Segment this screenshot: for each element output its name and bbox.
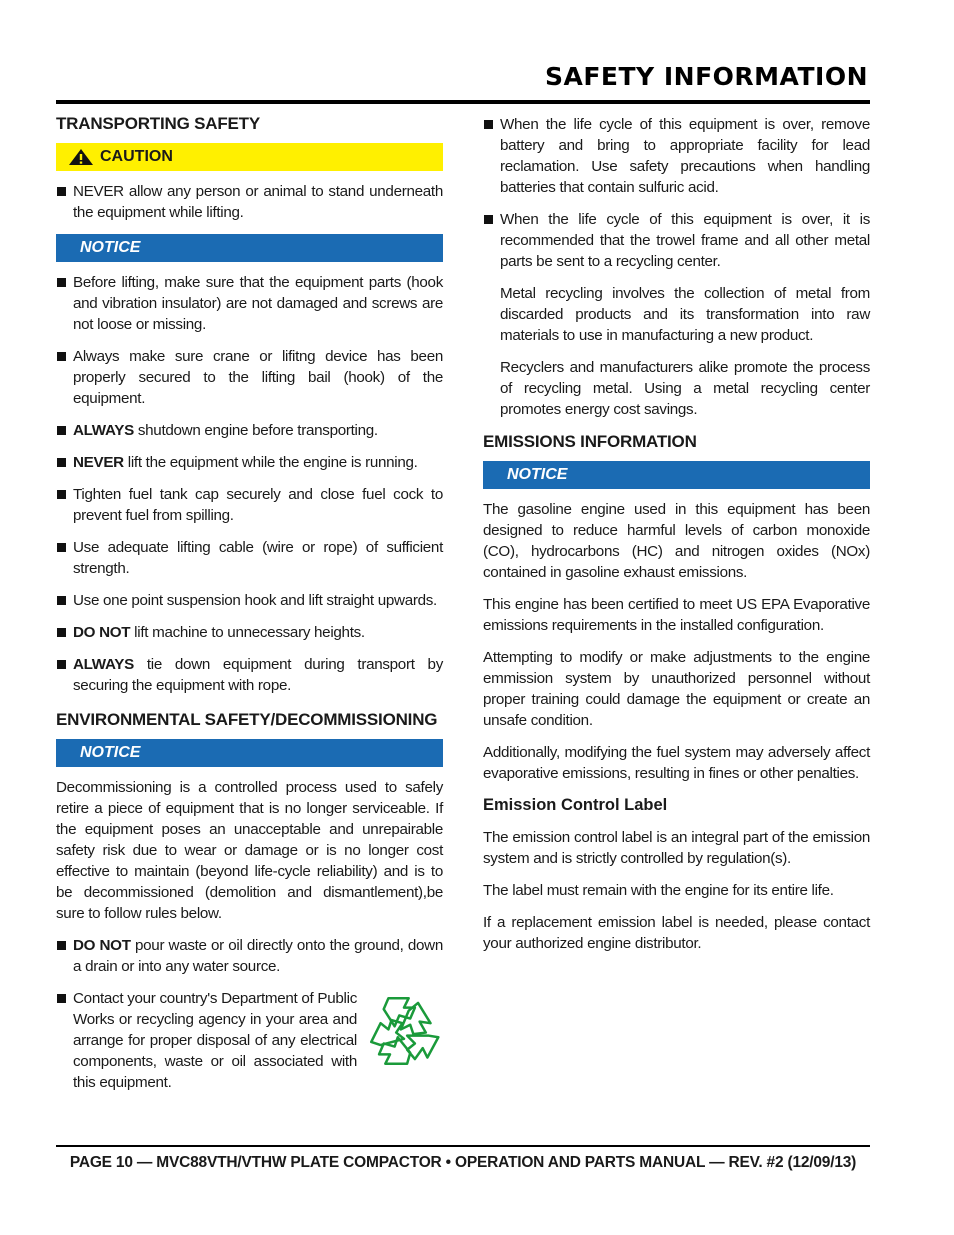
item-text: shutdown engine before transporting. [133, 422, 378, 439]
item-text: Contact your country's Department of Public Works or recycling agency in your area and arrange for proper disposal of any electrical components, waste or oil associated with this equipment. [73, 990, 357, 1091]
item-text: Before lifting, make sure that the equipment parts (hook and vibration insulator) are not damaged and screws are not loose or missing. [73, 274, 443, 333]
page-title: SAFETY INFORMATION [545, 62, 868, 91]
item-text: When the life cycle of this equipment is over, remove battery and bring to appropriate facility for lead reclamation. Use safety precautions when handling batteries that contain sulfuric acid. [500, 116, 870, 196]
emissions-paragraph: This engine has been certified to meet US EPA Evaporative emissions requirements in the installed configuration. [483, 596, 870, 634]
bullet-square-icon [57, 596, 66, 605]
item-text: lift machine to unnecessary heights. [130, 624, 365, 641]
list-item [56, 622, 443, 643]
list-item [56, 935, 443, 977]
list-item [56, 452, 443, 473]
recycling-list [483, 114, 870, 272]
env-notice-banner [56, 739, 443, 767]
caution-label: CAUTION [100, 148, 173, 165]
recycle-icon [365, 992, 443, 1070]
bullet-square-icon [57, 628, 66, 637]
bullet-square-icon [484, 120, 493, 129]
list-item [56, 181, 443, 223]
decommissioning-paragraph: Decommissioning is a controlled process used to safely retire a piece of equipment that is no longer serviceable. If the equipment poses an unacceptable and unrepairable safety risk due to wear or damage or is no longer cost effective to maintain (beyond life-cycle reliability) and is to be decommissioned (demolition and dismantlement),be sure to follow rules below. [56, 779, 443, 922]
header-rule [56, 100, 870, 104]
notice-label: NOTICE [80, 239, 141, 256]
item-text: When the life cycle of this equipment is over, it is recommended that the trowel frame and all other metal parts be sent to a recycling center. [500, 211, 870, 270]
emissions-paragraph: Attempting to modify or make adjustments to the engine emmission system by unauthorized personnel without proper training could damage the equipment or create an unsafe condition. [483, 649, 870, 729]
emission-control-label-title: Emission Control Label [483, 796, 668, 814]
bullet-square-icon [57, 278, 66, 287]
bullet-square-icon [57, 543, 66, 552]
list-item [56, 420, 443, 441]
bullet-square-icon [57, 994, 66, 1003]
bullet-square-icon [57, 660, 66, 669]
recycle-item-row [73, 988, 443, 1093]
metal-recycling-paragraph: Metal recycling involves the collection of metal from discarded products and its transformation into raw materials to use in manufacturing a new product. [500, 285, 870, 344]
item-text: tie down equipment during transport by securing the equipment with rope. [73, 656, 443, 694]
emissions-notice-banner [483, 461, 870, 489]
item-bold: DO NOT [73, 937, 131, 954]
item-bold: DO NOT [73, 624, 131, 641]
caution-list [56, 181, 443, 223]
item-bold: ALWAYS [73, 422, 134, 439]
label-paragraph: If a replacement emission label is needed, please contact your authorized engine distributor. [483, 914, 870, 952]
list-item [56, 272, 443, 335]
item-text: Use one point suspension hook and lift straight upwards. [73, 592, 437, 609]
bullet-square-icon [57, 458, 66, 467]
bullet-square-icon [484, 215, 493, 224]
emissions-information-title: EMISSIONS INFORMATION [483, 432, 697, 451]
environmental-safety-title: ENVIRONMENTAL SAFETY/DECOMMISSIONING [56, 710, 438, 729]
item-text: NEVER allow any person or animal to stand underneath the equipment while lifting. [73, 183, 443, 221]
list-item [56, 654, 443, 696]
list-item [56, 537, 443, 579]
list-item [483, 114, 870, 198]
item-text: pour waste or oil directly onto the ground, down a drain or into any water source. [73, 937, 443, 975]
list-item [56, 484, 443, 526]
caution-banner [56, 143, 443, 171]
item-bold: ALWAYS [73, 656, 134, 673]
env-list [56, 935, 443, 1093]
recyclers-paragraph: Recyclers and manufacturers alike promote the process of recycling metal. Using a metal recycling center promotes energy cost savings. [500, 359, 870, 418]
notice-label: NOTICE [80, 744, 141, 761]
bullet-square-icon [57, 490, 66, 499]
bullet-square-icon [57, 941, 66, 950]
item-bold: NEVER [73, 454, 124, 471]
transport-notice-list [56, 272, 443, 696]
right-column [483, 114, 870, 965]
notice-label: NOTICE [507, 466, 568, 483]
transporting-safety-title: TRANSPORTING SAFETY [56, 114, 260, 133]
bullet-square-icon [57, 352, 66, 361]
list-item [56, 590, 443, 611]
warning-triangle-icon [68, 148, 94, 166]
notice-banner [56, 234, 443, 262]
label-paragraph: The label must remain with the engine for its entire life. [483, 882, 834, 899]
list-item [56, 988, 443, 1093]
emissions-paragraph: The gasoline engine used in this equipment has been designed to reduce harmful levels of carbon monoxide (CO), hydrocarbons (HC) and nitrogen oxides (NOx) contained in gasoline exhaust emissions. [483, 501, 870, 581]
emissions-paragraph: Additionally, modifying the fuel system may adversely affect evaporative emissions, resulting in fines or other penalties. [483, 744, 870, 782]
item-text: Tighten fuel tank cap securely and close fuel cock to prevent fuel from spilling. [73, 486, 443, 524]
item-text: lift the equipment while the engine is running. [123, 454, 418, 471]
list-item [56, 346, 443, 409]
item-text: Use adequate lifting cable (wire or rope) of sufficient strength. [73, 539, 443, 577]
left-column [56, 114, 443, 1104]
list-item [483, 209, 870, 272]
label-paragraph: The emission control label is an integral part of the emission system and is strictly controlled by regulation(s). [483, 829, 870, 867]
bullet-square-icon [57, 426, 66, 435]
bullet-square-icon [57, 187, 66, 196]
item-text: Always make sure crane or lifitng device has been properly secured to the lifting bail (hook) of the equipment. [73, 348, 443, 407]
footer-rule [56, 1145, 870, 1147]
page-footer: PAGE 10 — MVC88VTH/VTHW PLATE COMPACTOR • OPERATION AND PARTS MANUAL — REV. #2 (12/09/13) [69, 1154, 857, 1171]
